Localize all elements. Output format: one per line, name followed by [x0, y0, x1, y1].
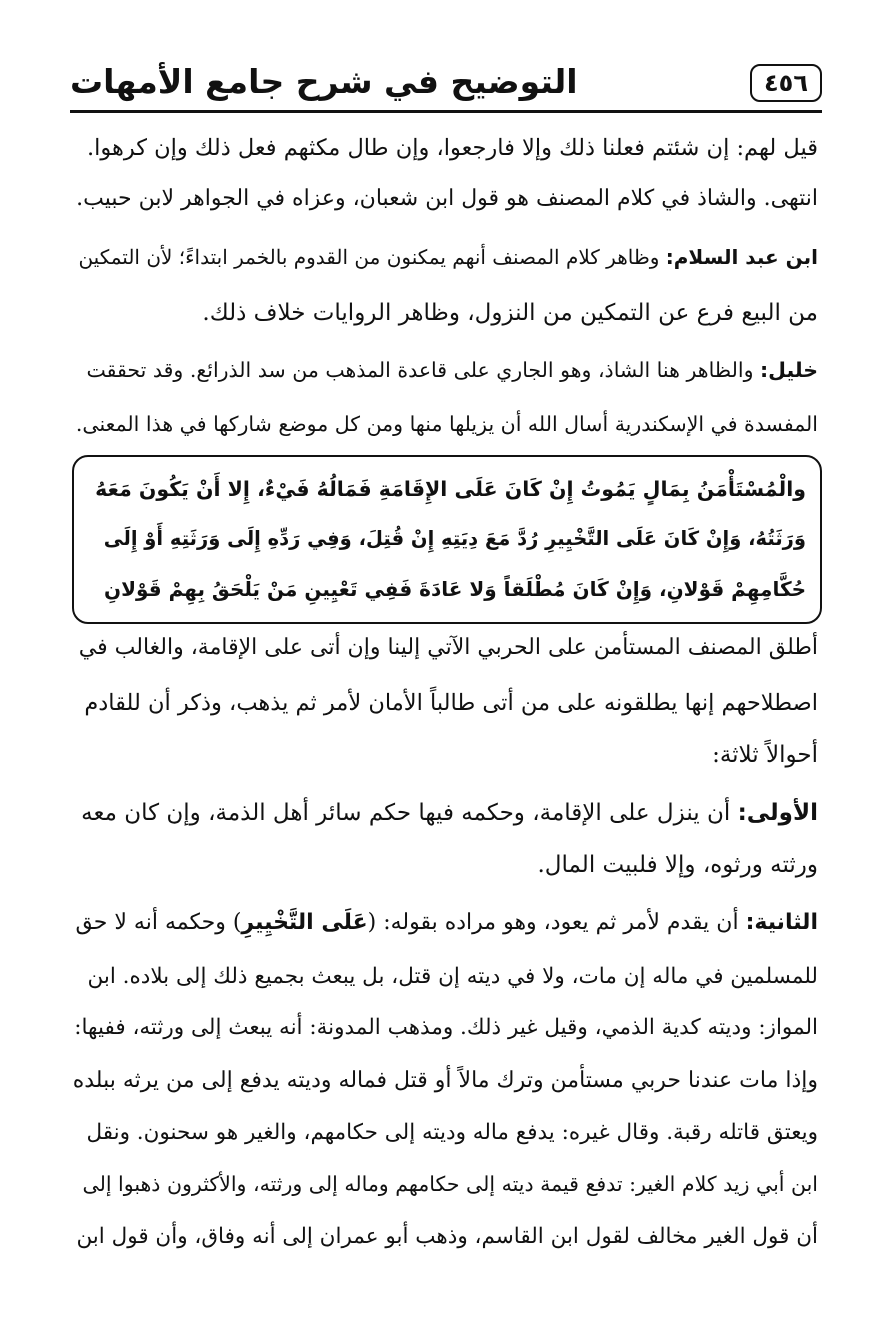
text-line: المفسدة في الإسكندرية أسال الله أن يزيلها منها ومن كل موضع شاركها في هذا المعنى. — [75, 412, 818, 436]
text-line: قيل لهم: إن شئتم فعلنا ذلك وإلا فارجعوا، وإن طال مكثهم فعل ذلك وإن كرهوا. — [86, 135, 818, 161]
text-line: أطلق المصنف المستأمن على الحربي الآتي إلينا وإن أتى على الإقامة، والغالب في — [78, 635, 818, 660]
text-line: انتهى. والشاذ في كلام المصنف هو قول ابن شعبان، وعزاه في الجواهر لابن حبيب. — [76, 186, 818, 211]
text-line: المواز: وديته كدية الذمي، وقيل غير ذلك. ومذهب المدونة: أنه يبعث إلى ورثته، ففيها: — [74, 1015, 818, 1040]
page-title: التوضيح في شرح جامع الأمهات — [70, 62, 578, 101]
speaker-label: خليل: — [759, 358, 818, 382]
text-line — [73, 358, 818, 382]
text-line: وإذا مات عندنا حربي مستأمن وترك مالاً أو قتل فماله وديته يدفع إلى من يرثه ببلده — [72, 1068, 818, 1093]
text-line: من البيع فرع عن التمكين من النزول، وظاهر الروايات خلاف ذلك. — [202, 300, 818, 326]
text-fragment: ) وحكمه أنه لا حق — [75, 910, 242, 935]
text-fragment: والظاهر هنا الشاذ، وهو الجاري على قاعدة المذهب من سد الذرائع. وقد تحققت — [86, 358, 760, 382]
page-header — [70, 58, 822, 113]
matn-line: حُكَّامِهِمْ قَوْلانِ، وَإِنْ كَانَ مُطْلَقاً وَلا عَادَةَ فَفِي تَعْيِينِ مَنْ يَلْحَقُ بِهِمْ قَوْلانِ — [104, 577, 806, 601]
page-number: ٤٥٦ — [750, 64, 822, 102]
text-fragment: أن ينزل على الإقامة، وحكمه فيها حكم سائر أهل الذمة، وإن كان معه — [81, 800, 738, 826]
text-line — [73, 910, 818, 935]
text-line: ورثته ورثوه، وإلا فلبيت المال. — [537, 852, 818, 878]
matn-line: وَرَثَتُهُ، وَإِنْ كَانَ عَلَى التَّخْيِيرِ رُدَّ مَعَ دِيَتِهِ إِنْ قُتِلَ، وَفِي رَدِّهِ إِلَى وَرَثَتِهِ أَوْ إِلَى — [103, 527, 806, 550]
section-label: الثانية: — [745, 910, 818, 935]
matn-box — [72, 455, 822, 624]
text-line — [73, 800, 818, 826]
text-line: أحوالاً ثلاثة: — [712, 742, 818, 768]
text-fragment: وظاهر كلام المصنف أنهم يمكنون من القدوم بالخمر ابتداءً؛ لأن التمكين — [78, 245, 666, 269]
speaker-label: ابن عبد السلام: — [665, 245, 818, 269]
matn-line: والْمُسْتَأْمَنُ بِمَالٍ يَمُوتُ إِنْ كَانَ عَلَى الإِقَامَةِ فَمَالُهُ فَيْءٌ، إِلا أَنْ يَكُونَ مَعَهُ — [95, 477, 806, 501]
text-line — [73, 245, 818, 269]
text-line: للمسلمين في ماله إن مات، ولا في ديته إن قتل، بل يبعث بجميع ذلك إلى بلاده. ابن — [87, 964, 818, 989]
text-line: ابن أبي زيد كلام الغير: تدفع قيمة ديته إلى حكامهم وماله إلى ورثته، والأكثرون ذهبوا إلى — [82, 1172, 818, 1196]
quoted-term: عَلَى التَّخْيِيرِ — [241, 910, 368, 935]
text-line: ويعتق قاتله رقبة. وقال غيره: يدفع ماله وديته إلى حكامهم، والغير هو سحنون. ونقل — [86, 1120, 818, 1145]
text-line: أن قول الغير مخالف لقول ابن القاسم، وذهب أبو عمران إلى أنه وفاق، وأن قول ابن — [76, 1224, 818, 1249]
text-fragment: أن يقدم لأمر ثم يعود، وهو مراده بقوله: ( — [367, 910, 746, 935]
text-line: اصطلاحهم إنها يطلقونه على من أتى طالباً الأمان لأمر ثم يذهب، وذكر أن للقادم — [84, 690, 818, 716]
section-label: الأولى: — [737, 800, 818, 826]
